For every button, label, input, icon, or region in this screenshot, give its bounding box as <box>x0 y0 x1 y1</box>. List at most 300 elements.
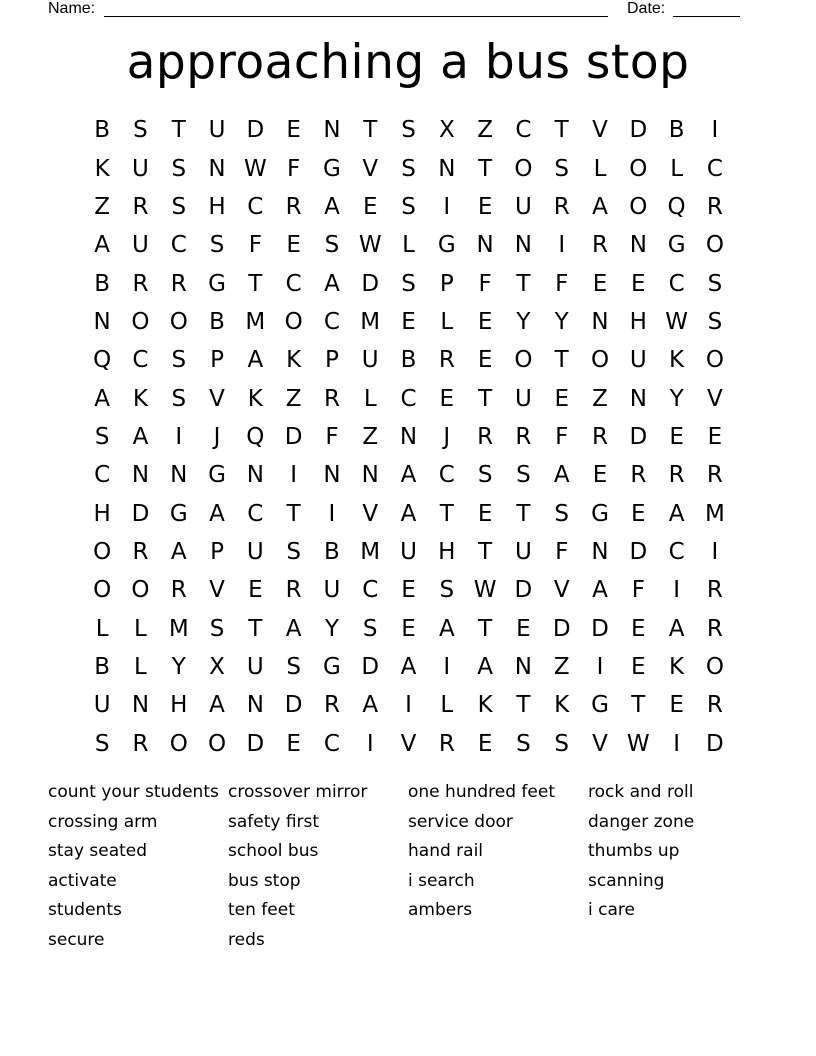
grid-letter: W <box>665 308 688 335</box>
grid-letter: T <box>516 692 531 719</box>
word-list-item: ambers <box>408 900 473 921</box>
grid-letter: N <box>131 692 150 719</box>
word-list-item: rock and roll <box>588 782 694 802</box>
grid-letter: G <box>437 232 456 259</box>
grid-letter: Y <box>171 653 186 680</box>
grid-letter: F <box>287 155 301 182</box>
grid-letter: D <box>629 117 648 144</box>
grid-letter: M <box>168 615 189 642</box>
grid-letter: R <box>706 577 723 604</box>
grid-letter: K <box>477 692 493 719</box>
grid-letter: J <box>443 423 451 450</box>
grid-letter: N <box>246 462 264 489</box>
grid-letter: C <box>362 577 379 604</box>
grid-letter: A <box>324 270 340 297</box>
grid-letter: V <box>209 577 225 604</box>
grid-letter: O <box>93 538 112 565</box>
word-list-item: i search <box>408 870 475 891</box>
grid-letter: Z <box>362 423 379 450</box>
grid-letter: N <box>131 462 150 489</box>
grid-letter: R <box>132 730 149 757</box>
grid-letter: W <box>626 730 650 757</box>
grid-letter: O <box>629 193 648 220</box>
grid-letter: R <box>706 462 723 489</box>
grid-letter: R <box>132 193 149 220</box>
grid-letter: T <box>439 500 454 527</box>
grid-letter: S <box>439 577 455 604</box>
grid-letter: S <box>171 347 187 374</box>
grid-letter: K <box>669 347 685 374</box>
header-fields <box>48 0 740 20</box>
grid-letter: A <box>132 423 149 450</box>
grid-letter: D <box>629 538 648 565</box>
grid-letter: O <box>131 577 150 604</box>
grid-letter: M <box>704 500 725 527</box>
grid-letter: Y <box>554 308 569 335</box>
grid-letter: D <box>552 615 571 642</box>
grid-letter: Q <box>246 423 265 450</box>
grid-letter: F <box>325 423 339 450</box>
grid-letter: N <box>246 692 264 719</box>
grid-letter: T <box>478 538 493 565</box>
grid-letter: D <box>361 653 380 680</box>
grid-letter: D <box>591 615 609 642</box>
grid-letter: D <box>629 423 648 450</box>
grid-letter: T <box>554 117 569 144</box>
grid-letter: E <box>631 653 646 680</box>
grid-letter: E <box>439 385 455 412</box>
grid-letter: L <box>440 692 454 719</box>
grid-letter: Z <box>592 385 608 412</box>
grid-letter: W <box>473 577 497 604</box>
grid-letter: C <box>285 270 302 297</box>
grid-letter: D <box>284 692 303 719</box>
grid-letter: E <box>286 232 301 259</box>
grid-letter: E <box>707 423 723 450</box>
grid-letter: S <box>516 462 531 489</box>
grid-letter: S <box>554 730 570 757</box>
word-list-item: activate <box>48 870 117 891</box>
grid-letter: S <box>209 615 225 642</box>
grid-letter: C <box>438 462 455 489</box>
grid-letter: O <box>705 653 724 680</box>
grid-letter: K <box>247 385 263 412</box>
grid-letter: I <box>366 730 374 757</box>
grid-letter: U <box>629 347 647 374</box>
grid-letter: B <box>668 117 685 144</box>
grid-letter: B <box>324 538 340 565</box>
name-label: Name: <box>48 0 96 17</box>
grid-letter: T <box>478 385 493 412</box>
grid-letter: R <box>668 462 685 489</box>
grid-letter: G <box>591 692 609 719</box>
grid-letter: B <box>94 270 111 297</box>
grid-letter: R <box>553 193 570 220</box>
grid-letter: E <box>401 308 416 335</box>
grid-letter: C <box>515 117 532 144</box>
grid-letter: F <box>248 232 262 259</box>
grid-letter: D <box>284 423 303 450</box>
grid-letter: S <box>362 615 378 642</box>
grid-letter: N <box>591 538 609 565</box>
letter-grid <box>83 111 733 763</box>
grid-letter: C <box>132 347 149 374</box>
grid-letter: E <box>401 577 416 604</box>
grid-letter: E <box>554 385 569 412</box>
grid-letter: V <box>553 577 570 604</box>
puzzle-title: approaching a bus stop <box>126 35 690 90</box>
grid-letter: S <box>133 117 148 144</box>
grid-letter: S <box>401 155 416 182</box>
grid-letter: N <box>476 232 494 259</box>
grid-letter: I <box>711 538 719 565</box>
grid-letter: C <box>94 462 111 489</box>
word-list-item: ten feet <box>228 900 295 921</box>
grid-letter: V <box>592 730 608 757</box>
grid-letter: S <box>94 730 110 757</box>
date-label: Date: <box>627 0 666 17</box>
grid-letter: U <box>132 232 149 259</box>
grid-letter: R <box>706 615 723 642</box>
grid-letter: L <box>95 615 109 642</box>
grid-letter: U <box>93 692 111 719</box>
grid-letter: E <box>477 193 493 220</box>
grid-letter: N <box>629 385 647 412</box>
grid-letter: N <box>629 232 647 259</box>
grid-letter: T <box>516 500 531 527</box>
grid-letter: E <box>631 270 646 297</box>
word-list-item: i care <box>588 900 635 921</box>
grid-letter: T <box>363 117 378 144</box>
word-list-item: stay seated <box>48 841 148 862</box>
grid-letter: B <box>209 308 225 335</box>
word-list-item: school bus <box>228 841 319 862</box>
grid-letter: K <box>94 155 110 182</box>
grid-letter: M <box>360 308 381 335</box>
grid-letter: G <box>208 462 226 489</box>
word-list-item: scanning <box>588 870 665 891</box>
grid-letter: A <box>438 615 455 642</box>
grid-letter: R <box>285 577 302 604</box>
grid-letter: Y <box>324 615 339 642</box>
grid-letter: G <box>323 155 341 182</box>
word-list-item: reds <box>228 929 265 950</box>
grid-letter: S <box>401 193 416 220</box>
grid-letter: G <box>208 270 226 297</box>
grid-letter: S <box>707 270 723 297</box>
grid-letter: S <box>209 232 225 259</box>
grid-letter: Q <box>93 347 112 374</box>
grid-letter: B <box>400 347 417 374</box>
grid-letter: Y <box>669 385 684 412</box>
grid-letter: F <box>631 577 645 604</box>
grid-letter: S <box>286 653 301 680</box>
word-list-item: safety first <box>228 811 320 832</box>
grid-letter: S <box>554 155 570 182</box>
grid-letter: O <box>131 308 150 335</box>
grid-letter: N <box>514 232 533 259</box>
grid-letter: N <box>591 308 609 335</box>
grid-letter: R <box>438 347 455 374</box>
grid-letter: L <box>134 653 147 680</box>
grid-letter: Q <box>667 193 686 220</box>
grid-letter: N <box>93 308 111 335</box>
grid-letter: R <box>592 423 608 450</box>
grid-letter: R <box>706 193 723 220</box>
grid-letter: R <box>132 538 149 565</box>
grid-letter: B <box>94 117 111 144</box>
grid-letter: K <box>286 347 302 374</box>
grid-letter: T <box>516 270 531 297</box>
word-list-item: thumbs up <box>588 841 680 862</box>
grid-letter: S <box>401 117 416 144</box>
grid-letter: H <box>170 692 188 719</box>
grid-letter: E <box>592 462 608 489</box>
grid-letter: E <box>477 730 493 757</box>
grid-letter: N <box>438 155 456 182</box>
grid-letter: A <box>94 385 111 412</box>
grid-letter: D <box>706 730 724 757</box>
grid-letter: R <box>285 193 302 220</box>
grid-letter: I <box>673 730 680 757</box>
grid-letter: T <box>248 270 263 297</box>
grid-letter: M <box>360 538 381 565</box>
grid-letter: T <box>171 117 186 144</box>
grid-letter: A <box>668 500 685 527</box>
grid-letter: U <box>400 538 417 565</box>
grid-letter: D <box>514 577 533 604</box>
grid-letter: O <box>514 155 533 182</box>
grid-letter: R <box>515 423 532 450</box>
grid-letter: I <box>558 232 566 259</box>
grid-letter: U <box>208 117 226 144</box>
grid-letter: L <box>670 155 684 182</box>
grid-letter: I <box>596 653 604 680</box>
word-list-item: one hundred feet <box>408 782 555 802</box>
grid-letter: E <box>248 577 263 604</box>
grid-letter: T <box>478 615 493 642</box>
grid-letter: L <box>593 155 607 182</box>
grid-letter: I <box>443 653 451 680</box>
grid-letter: T <box>248 615 263 642</box>
word-list-item: service door <box>408 811 513 832</box>
grid-letter: A <box>400 500 417 527</box>
grid-letter: L <box>134 615 147 642</box>
grid-letter: P <box>439 270 454 297</box>
grid-letter: H <box>438 538 456 565</box>
grid-letter: T <box>631 692 646 719</box>
grid-letter: O <box>514 347 533 374</box>
grid-letter: I <box>175 423 183 450</box>
grid-letter: K <box>554 692 570 719</box>
grid-letter: B <box>94 653 111 680</box>
grid-letter: D <box>246 117 265 144</box>
grid-letter: E <box>477 500 493 527</box>
grid-letter: A <box>400 462 417 489</box>
grid-letter: S <box>324 232 340 259</box>
grid-letter: S <box>171 193 187 220</box>
grid-letter: N <box>208 155 226 182</box>
grid-letter: N <box>323 117 341 144</box>
word-list-item: crossing arm <box>48 811 158 832</box>
grid-letter: E <box>631 615 646 642</box>
grid-letter: E <box>401 615 416 642</box>
grid-letter: F <box>555 538 569 565</box>
grid-letter: O <box>629 155 648 182</box>
grid-letter: X <box>209 653 225 680</box>
grid-letter: I <box>328 500 336 527</box>
grid-letter: G <box>169 500 188 527</box>
date-blank-line <box>673 16 740 17</box>
grid-letter: A <box>477 653 493 680</box>
grid-letter: C <box>323 308 340 335</box>
grid-letter: R <box>323 692 340 719</box>
grid-letter: E <box>669 423 684 450</box>
grid-letter: C <box>706 155 723 182</box>
grid-letter: O <box>207 730 227 757</box>
grid-letter: G <box>591 500 609 527</box>
grid-letter: I <box>443 193 451 220</box>
grid-letter: Z <box>553 653 570 680</box>
word-list-item: danger zone <box>588 811 695 832</box>
grid-letter: O <box>705 232 724 259</box>
grid-letter: P <box>210 347 224 374</box>
grid-letter: S <box>707 308 723 335</box>
grid-letter: R <box>706 692 723 719</box>
grid-letter: S <box>516 730 531 757</box>
grid-letter: I <box>290 462 298 489</box>
grid-letter: G <box>323 653 341 680</box>
grid-letter: A <box>400 653 417 680</box>
grid-letter: S <box>286 538 301 565</box>
grid-letter: O <box>590 347 610 374</box>
grid-letter: S <box>554 500 570 527</box>
grid-letter: U <box>246 538 264 565</box>
grid-letter: C <box>247 500 264 527</box>
grid-letter: N <box>399 423 418 450</box>
word-list-item: secure <box>48 929 105 950</box>
grid-letter: U <box>323 577 341 604</box>
grid-letter: A <box>324 193 340 220</box>
grid-letter: V <box>209 385 225 412</box>
grid-letter: H <box>629 308 647 335</box>
grid-letter: K <box>669 653 685 680</box>
grid-letter: N <box>514 653 533 680</box>
grid-letter: Z <box>477 117 493 144</box>
grid-letter: E <box>362 193 378 220</box>
grid-letter: D <box>361 270 380 297</box>
grid-letter: R <box>477 423 494 450</box>
grid-letter: I <box>711 117 719 144</box>
grid-letter: E <box>477 347 493 374</box>
grid-letter: A <box>247 347 264 374</box>
grid-letter: V <box>400 730 417 757</box>
grid-letter: M <box>245 308 266 335</box>
grid-letter: S <box>401 270 416 297</box>
name-blank-line <box>104 16 608 17</box>
grid-letter: A <box>209 500 225 527</box>
grid-letter: W <box>358 232 382 259</box>
grid-letter: N <box>323 462 341 489</box>
grid-letter: N <box>361 462 379 489</box>
grid-letter: S <box>171 385 187 412</box>
grid-letter: A <box>668 615 685 642</box>
grid-letter: H <box>208 193 226 220</box>
grid-letter: V <box>592 117 608 144</box>
grid-letter: F <box>478 270 492 297</box>
grid-letter: I <box>673 577 680 604</box>
grid-letter: A <box>209 692 225 719</box>
grid-letter: V <box>707 385 723 412</box>
grid-letter: H <box>93 500 111 527</box>
grid-letter: E <box>477 308 493 335</box>
grid-letter: I <box>405 692 412 719</box>
grid-letter: G <box>667 232 686 259</box>
grid-letter: C <box>170 232 187 259</box>
grid-letter: E <box>631 500 646 527</box>
grid-letter: P <box>324 347 339 374</box>
grid-letter: T <box>478 155 493 182</box>
grid-letter: X <box>438 117 455 144</box>
grid-letter: A <box>362 692 379 719</box>
grid-letter: Z <box>94 193 111 220</box>
grid-letter: D <box>131 500 150 527</box>
grid-letter: U <box>514 385 532 412</box>
grid-letter: T <box>554 347 569 374</box>
grid-letter: E <box>286 730 301 757</box>
grid-letter: C <box>323 730 340 757</box>
grid-letter: R <box>323 385 340 412</box>
word-list-item: count your students <box>48 782 219 802</box>
grid-letter: V <box>362 155 379 182</box>
grid-letter: A <box>170 538 187 565</box>
grid-letter: A <box>592 193 608 220</box>
grid-letter: A <box>592 577 608 604</box>
grid-letter: F <box>555 423 569 450</box>
grid-letter: C <box>668 270 685 297</box>
grid-letter: R <box>170 270 187 297</box>
grid-letter: V <box>362 500 379 527</box>
grid-letter: T <box>286 500 301 527</box>
grid-letter: Z <box>285 385 302 412</box>
word-list-item: students <box>48 900 122 921</box>
grid-letter: S <box>477 462 493 489</box>
grid-letter: R <box>630 462 647 489</box>
grid-letter: A <box>94 232 111 259</box>
grid-letter: A <box>553 462 570 489</box>
grid-letter: R <box>170 577 187 604</box>
grid-letter: U <box>246 653 264 680</box>
grid-letter: U <box>514 193 532 220</box>
grid-letter: C <box>247 193 264 220</box>
grid-letter: R <box>132 270 149 297</box>
grid-letter: D <box>246 730 265 757</box>
grid-letter: C <box>400 385 417 412</box>
grid-letter: E <box>669 692 684 719</box>
grid-letter: L <box>402 232 415 259</box>
grid-letter: F <box>555 270 569 297</box>
grid-letter: U <box>132 155 149 182</box>
word-list-item: bus stop <box>228 870 301 891</box>
grid-letter: O <box>169 308 188 335</box>
grid-letter: E <box>592 270 608 297</box>
grid-letter: J <box>213 423 221 450</box>
grid-letter: P <box>210 538 224 565</box>
grid-letter: S <box>94 423 110 450</box>
grid-letter: N <box>170 462 188 489</box>
grid-letter: C <box>668 538 685 565</box>
grid-letter: O <box>93 577 112 604</box>
